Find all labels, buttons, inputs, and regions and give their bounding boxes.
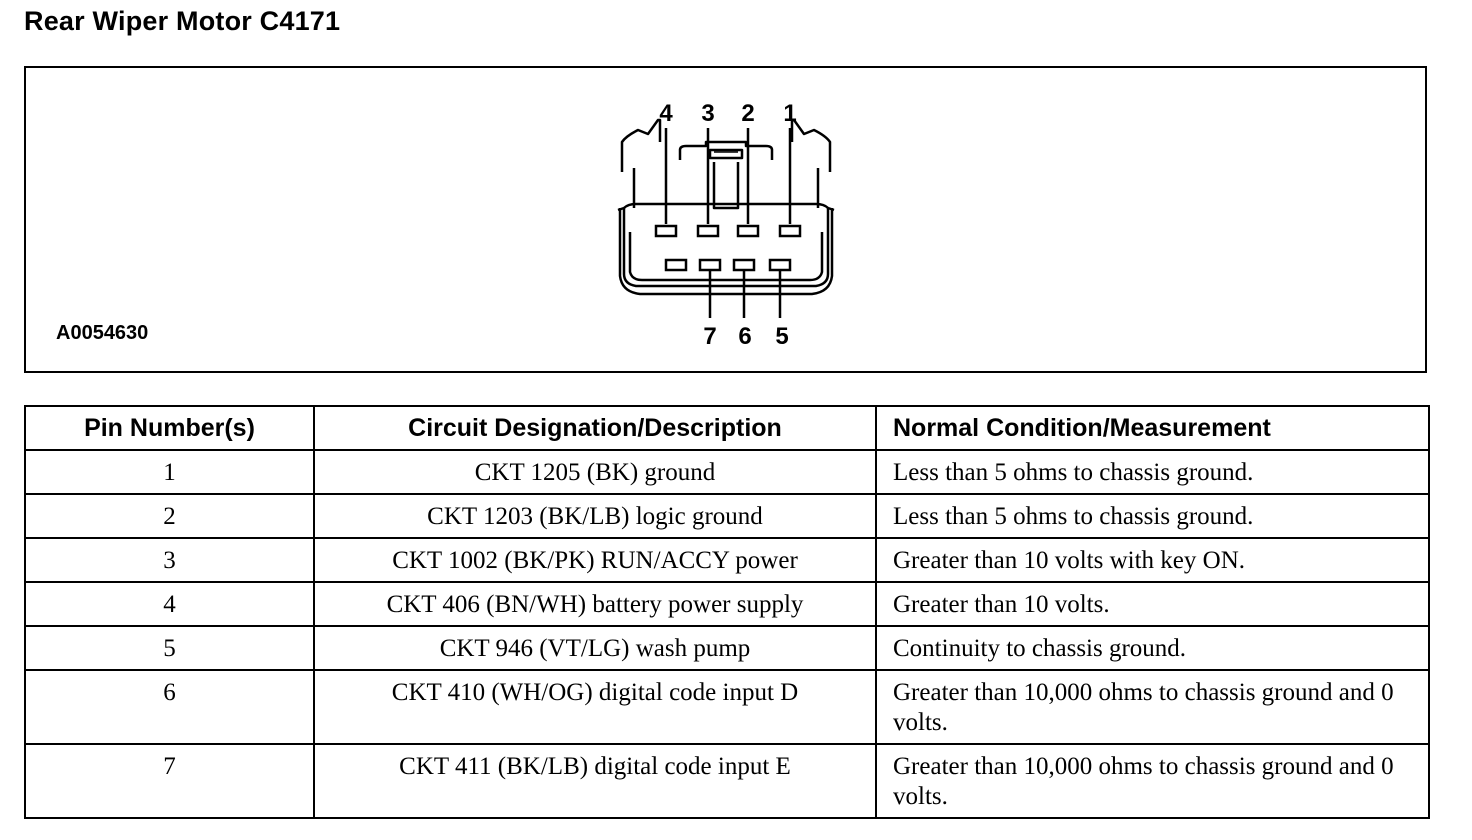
- circuit-cell: CKT 411 (BK/LB) digital code input E: [314, 744, 876, 818]
- circuit-cell: CKT 410 (WH/OG) digital code input D: [314, 670, 876, 744]
- table-row: [25, 670, 1429, 744]
- connector-c4171-drawing: [26, 68, 1426, 371]
- condition-cell: Less than 5 ohms to chassis ground.: [876, 494, 1429, 538]
- pin-number-cell: 7: [25, 744, 314, 818]
- pin-label-1: 1: [783, 100, 797, 127]
- figure-id: A0054630: [56, 322, 149, 344]
- condition-cell: Less than 5 ohms to chassis ground.: [876, 450, 1429, 494]
- table-header-row: [25, 406, 1429, 450]
- cavity-pin-5: [770, 260, 790, 270]
- pin-label-2: 2: [741, 100, 755, 127]
- page-title: Rear Wiper Motor C4171: [24, 6, 341, 36]
- cavity-pin-2: [738, 226, 758, 236]
- cavity-pin-1: [780, 226, 800, 236]
- header-circuit: Circuit Designation/Description: [314, 406, 876, 450]
- pin-number-cell: 4: [25, 582, 314, 626]
- cavities-top-row: [656, 226, 800, 236]
- table-row: [25, 744, 1429, 818]
- table-row: [25, 538, 1429, 582]
- connector-diagram: [24, 66, 1427, 373]
- pin-number-cell: 1: [25, 450, 314, 494]
- condition-cell: Greater than 10 volts.: [876, 582, 1429, 626]
- pin-number-cell: 3: [25, 538, 314, 582]
- table-row: [25, 450, 1429, 494]
- circuit-cell: CKT 1205 (BK) ground: [314, 450, 876, 494]
- cavities-bottom-row: [666, 260, 790, 270]
- cavity-unused: [666, 260, 686, 270]
- cavity-pin-7: [700, 260, 720, 270]
- connector-housing: [618, 120, 834, 294]
- cavity-pin-4: [656, 226, 676, 236]
- condition-cell: Greater than 10,000 ohms to chassis ground and 0 volts.: [876, 670, 1429, 744]
- condition-cell: Greater than 10 volts with key ON.: [876, 538, 1429, 582]
- circuit-cell: CKT 1002 (BK/PK) RUN/ACCY power: [314, 538, 876, 582]
- condition-cell: Greater than 10,000 ohms to chassis ground and 0 volts.: [876, 744, 1429, 818]
- circuit-cell: CKT 406 (BN/WH) battery power supply: [314, 582, 876, 626]
- circuit-cell: CKT 946 (VT/LG) wash pump: [314, 626, 876, 670]
- header-condition: Normal Condition/Measurement: [876, 406, 1429, 450]
- pin-table: [24, 405, 1430, 819]
- table-row: [25, 582, 1429, 626]
- pin-number-cell: 5: [25, 626, 314, 670]
- pin-label-5: 5: [775, 323, 789, 350]
- pin-label-3: 3: [701, 100, 715, 127]
- header-pin-number: Pin Number(s): [25, 406, 314, 450]
- circuit-cell: CKT 1203 (BK/LB) logic ground: [314, 494, 876, 538]
- table-row: [25, 494, 1429, 538]
- cavity-pin-3: [698, 226, 718, 236]
- pin-label-6: 6: [738, 323, 752, 350]
- pin-number-cell: 2: [25, 494, 314, 538]
- pin-label-4: 4: [659, 100, 673, 127]
- condition-cell: Continuity to chassis ground.: [876, 626, 1429, 670]
- pin-number-cell: 6: [25, 670, 314, 744]
- pin-label-7: 7: [703, 323, 717, 350]
- cavity-pin-6: [734, 260, 754, 270]
- table-row: [25, 626, 1429, 670]
